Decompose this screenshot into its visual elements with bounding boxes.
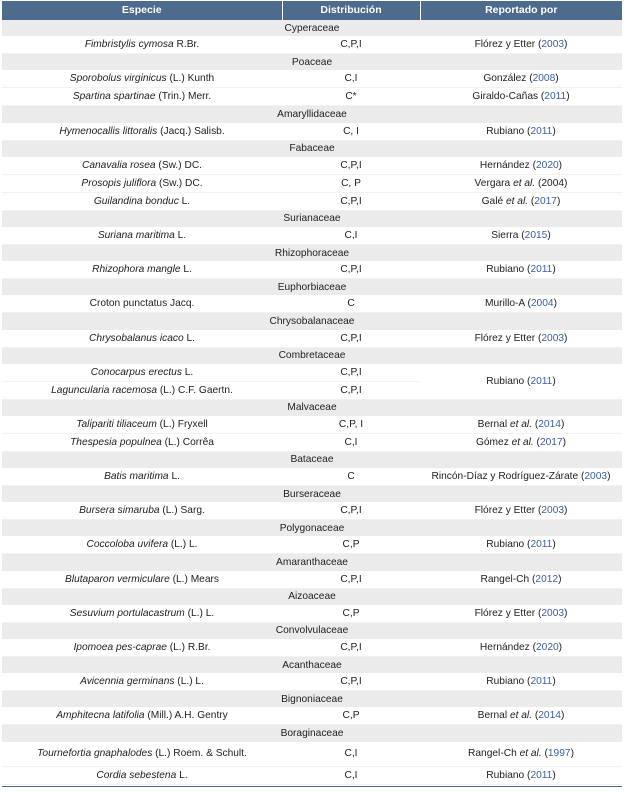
reference-year: 2004 xyxy=(530,298,554,310)
scientific-name: Bursera simaruba xyxy=(79,505,160,517)
species-authority: L. xyxy=(183,332,195,344)
species-row xyxy=(2,605,622,623)
family-row xyxy=(2,210,622,227)
distribution: C,P,I xyxy=(282,381,420,399)
scientific-name: Rhizophora mangle xyxy=(92,264,181,276)
header-distribucion: Distribución xyxy=(282,1,420,20)
distribution: C,P,I xyxy=(282,364,420,382)
species-row xyxy=(2,192,622,210)
distribution: C,P,I xyxy=(282,639,420,657)
species-authority: (Sw.) DC. xyxy=(155,159,203,171)
reported-by: Bernal et al. (2014) xyxy=(420,416,622,434)
scientific-name: Hymenocallis littoralis xyxy=(59,125,158,137)
species-authority: (L.) Kunth xyxy=(166,73,215,85)
species-authority: (L.) Sarg. xyxy=(159,505,205,517)
reported-by: Flórez y Etter (2003) xyxy=(420,502,622,520)
scientific-name: Guilandina bonduc xyxy=(93,195,179,207)
family-row xyxy=(2,347,622,364)
distribution: C,P,I xyxy=(282,261,420,279)
reference-year: 2003 xyxy=(584,471,608,483)
reference-year: 2008 xyxy=(532,73,556,85)
family-name: Convolvulaceae xyxy=(2,622,622,639)
distribution: C,P,I xyxy=(282,157,420,175)
scientific-name: Amphitecna latifolia xyxy=(56,710,145,722)
species-authority: L. xyxy=(180,264,192,276)
et-al: et al. xyxy=(511,436,534,448)
reference-year: 2011 xyxy=(544,91,567,103)
header-reportado-por: Reportado por xyxy=(420,1,622,20)
scientific-name: Laguncularia racemosa xyxy=(51,384,158,396)
family-row xyxy=(2,725,622,742)
distribution: C,P xyxy=(282,605,420,623)
reference-year: 2017 xyxy=(539,436,563,448)
family-name: Amaryllidaceae xyxy=(2,106,622,123)
reported-by: Vergara et al. (2004) xyxy=(420,174,622,192)
scientific-name: Coccoloba uvifera xyxy=(86,539,169,551)
reference-year: 2020 xyxy=(535,642,559,653)
species-row xyxy=(2,707,622,725)
species-authority: (L.) Mears xyxy=(169,573,219,585)
species-authority: (Trin.) Merr. xyxy=(155,91,212,103)
species-row xyxy=(2,88,622,106)
family-name: Surianaceae xyxy=(2,210,622,227)
species-name xyxy=(2,192,282,210)
species-row xyxy=(2,639,622,657)
species-authority: (Jacq.) Salisb. xyxy=(157,125,225,137)
species-table xyxy=(2,1,622,785)
distribution: C xyxy=(282,295,420,313)
family-row xyxy=(2,140,622,157)
species-name xyxy=(2,364,282,382)
reported-by: Murillo-A (2004) xyxy=(420,295,622,313)
species-row xyxy=(2,70,622,88)
reference-year: 2003 xyxy=(541,39,565,51)
scientific-name: Talipariti tiliaceum xyxy=(76,418,157,430)
distribution: C,P,I xyxy=(282,673,420,691)
reference-year: 2003 xyxy=(541,505,565,517)
distribution: C,P,I xyxy=(282,571,420,589)
species-name xyxy=(2,673,282,691)
family-row xyxy=(2,106,622,123)
reference-year: 2003 xyxy=(541,607,565,619)
scientific-name: Tournefortia gnaphalodes xyxy=(37,747,153,759)
species-name xyxy=(2,88,282,106)
family-name: Boraginaceae xyxy=(2,725,622,742)
species-row xyxy=(2,571,622,589)
species-authority: (L.) Fryxell xyxy=(156,418,208,430)
distribution: C,I xyxy=(282,70,420,88)
scientific-name: Conocarpus erectus xyxy=(90,366,182,378)
reported-by: Rubiano (2011) xyxy=(420,673,622,691)
species-name xyxy=(2,742,282,767)
reference-year: 2011 xyxy=(530,539,553,551)
species-row xyxy=(2,157,622,175)
species-name xyxy=(2,261,282,279)
species-authority: L. xyxy=(168,471,180,483)
scientific-name: Sesuvium portulacastrum xyxy=(69,607,185,619)
species-row xyxy=(2,502,622,520)
reference-year: 1997 xyxy=(547,747,571,759)
family-row xyxy=(2,244,622,261)
species-row xyxy=(2,227,622,245)
scientific-name: Chrysobalanus icaco xyxy=(89,332,184,344)
distribution: C,I xyxy=(282,227,420,245)
species-authority: (L.) C.F. Gaertn. xyxy=(157,384,233,396)
scientific-name: Avicennia germinans xyxy=(80,676,175,688)
header-row xyxy=(2,1,622,20)
species-authority: (Sw.) DC. xyxy=(156,177,203,189)
distribution: C,I xyxy=(282,742,420,767)
reference-year: 2014 xyxy=(538,418,561,430)
distribution: C xyxy=(282,468,420,486)
family-name: Malvaceae xyxy=(2,399,622,416)
distribution: C,P xyxy=(282,536,420,554)
species-row xyxy=(2,123,622,141)
scientific-name: Thespesia populnea xyxy=(70,436,162,448)
family-name: Fabaceae xyxy=(2,140,622,157)
species-authority: L. xyxy=(181,366,194,378)
species-name xyxy=(2,605,282,623)
family-row xyxy=(2,554,622,571)
species-name xyxy=(2,157,282,175)
scientific-name: Cordia sebestena xyxy=(96,769,177,781)
species-authority: Croton punctatus Jacq. xyxy=(89,298,195,310)
reported-by: Flórez y Etter (2003) xyxy=(420,36,622,54)
family-name: Cyperaceae xyxy=(2,20,622,36)
species-authority: R.Br. xyxy=(173,39,200,51)
family-name: Euphorbiaceae xyxy=(2,279,622,296)
species-name xyxy=(2,123,282,141)
species-name xyxy=(2,502,282,520)
family-row xyxy=(2,622,622,639)
species-name xyxy=(2,707,282,725)
scientific-name: Spartina spartinae xyxy=(72,91,156,103)
family-name: Combretaceae xyxy=(2,347,622,364)
species-row xyxy=(2,364,622,382)
scientific-name: Sporobolus virginicus xyxy=(69,73,167,85)
reported-by: Gómez et al. (2017) xyxy=(420,433,622,451)
reported-by: Sierra (2015) xyxy=(420,227,622,245)
scientific-name: Ipomoea pes-caprae xyxy=(73,642,167,653)
family-row xyxy=(2,451,622,468)
reported-by: Rubiano (2011) xyxy=(420,766,622,784)
species-authority: L. xyxy=(174,229,187,241)
reference-year: 2011 xyxy=(530,264,553,276)
table-body xyxy=(2,20,622,784)
family-row xyxy=(2,520,622,537)
reported-by: Rincón-Díaz y Rodríguez-Zárate (2003) xyxy=(420,468,622,486)
species-authority: (Mill.) A.H. Gentry xyxy=(144,710,228,722)
reported-by: Flórez y Etter (2003) xyxy=(420,605,622,623)
family-name: Polygonaceae xyxy=(2,520,622,537)
species-name xyxy=(2,766,282,784)
species-name xyxy=(2,639,282,657)
et-al: et al. xyxy=(505,195,529,207)
scientific-name: Fimbristylis cymosa xyxy=(84,39,174,51)
species-row xyxy=(2,468,622,486)
distribution: C,P xyxy=(282,707,420,725)
reported-by: Hernández (2020) xyxy=(420,157,622,175)
species-table-container xyxy=(2,1,622,785)
distribution: C,I xyxy=(282,433,420,451)
family-name: Acanthaceae xyxy=(2,657,622,674)
family-name: Poaceae xyxy=(2,54,622,71)
species-name xyxy=(2,227,282,245)
species-name xyxy=(2,571,282,589)
distribution: C* xyxy=(282,88,420,106)
family-row xyxy=(2,486,622,503)
reference-year: 2011 xyxy=(530,769,553,781)
species-authority: (L.) L. xyxy=(184,607,215,619)
et-al: et al. xyxy=(509,418,533,430)
reference-year: 2003 xyxy=(541,332,565,344)
reported-by: Rubiano (2011) xyxy=(420,536,622,554)
species-name xyxy=(2,381,282,399)
reference-year: 2011 xyxy=(530,676,553,688)
species-row xyxy=(2,673,622,691)
family-row xyxy=(2,399,622,416)
reported-by: Rubiano (2011) xyxy=(420,261,622,279)
reference-year: 2017 xyxy=(534,195,557,207)
species-authority: (L.) L. xyxy=(168,539,198,551)
species-name xyxy=(2,536,282,554)
reference-year: 2012 xyxy=(535,573,559,585)
distribution: C,P,I xyxy=(282,502,420,520)
species-row xyxy=(2,36,622,54)
family-row xyxy=(2,657,622,674)
species-authority: (L.) Corrêa xyxy=(161,436,214,448)
species-authority: L. xyxy=(176,769,188,781)
reported-by: Hernández (2020) xyxy=(420,639,622,657)
family-name: Chrysobalanaceae xyxy=(2,313,622,330)
family-row xyxy=(2,313,622,330)
distribution: C,P, I xyxy=(282,416,420,434)
scientific-name: Canavalia rosea xyxy=(81,159,156,171)
species-name xyxy=(2,174,282,192)
species-row xyxy=(2,433,622,451)
species-row xyxy=(2,295,622,313)
family-row xyxy=(2,54,622,71)
species-name xyxy=(2,295,282,313)
species-authority: (L.) R.Br. xyxy=(166,642,211,653)
table-header xyxy=(2,1,622,20)
reported-by: Bernal et al. (2014) xyxy=(420,707,622,725)
family-name: Bignoniaceae xyxy=(2,691,622,708)
family-name: Burseraceae xyxy=(2,486,622,503)
reference-year: 2020 xyxy=(535,159,559,171)
distribution: C,P,I xyxy=(282,192,420,210)
species-authority: L. xyxy=(178,195,191,207)
distribution: C, I xyxy=(282,123,420,141)
species-name xyxy=(2,433,282,451)
reported-by: Flórez y Etter (2003) xyxy=(420,330,622,348)
reference-year: 2015 xyxy=(524,229,548,241)
et-al: et al. xyxy=(513,177,536,189)
species-row xyxy=(2,536,622,554)
et-al: et al. xyxy=(509,710,533,722)
distribution: C, P xyxy=(282,174,420,192)
distribution: C,P,I xyxy=(282,330,420,348)
family-name: Bataceae xyxy=(2,451,622,468)
distribution: C,P,I xyxy=(282,36,420,54)
species-row xyxy=(2,330,622,348)
species-name xyxy=(2,70,282,88)
reported-by: Giraldo-Cañas (2011) xyxy=(420,88,622,106)
species-name xyxy=(2,416,282,434)
reference-year: 2011 xyxy=(530,375,553,387)
reported-by: Galé et al. (2017) xyxy=(420,192,622,210)
species-row xyxy=(2,416,622,434)
reference-year: 2014 xyxy=(538,710,561,722)
reported-by: Rubiano (2011) xyxy=(420,123,622,141)
et-al: et al. xyxy=(519,747,542,759)
species-authority: (L.) L. xyxy=(174,676,204,688)
species-name xyxy=(2,36,282,54)
family-row xyxy=(2,691,622,708)
reported-by: Rubiano (2011) xyxy=(420,364,622,400)
species-row xyxy=(2,766,622,784)
family-row xyxy=(2,20,622,36)
reported-by: González (2008) xyxy=(420,70,622,88)
family-name: Amaranthaceae xyxy=(2,554,622,571)
species-row xyxy=(2,174,622,192)
reference-year: 2011 xyxy=(530,125,553,137)
family-name: Rhizophoraceae xyxy=(2,244,622,261)
scientific-name: Suriana maritima xyxy=(97,229,175,241)
species-authority: (L.) Roem. & Schult. xyxy=(152,747,247,759)
family-name: Aizoaceae xyxy=(2,588,622,605)
species-name xyxy=(2,468,282,486)
species-row xyxy=(2,742,622,767)
scientific-name: Batis maritima xyxy=(104,471,169,483)
scientific-name: Blutaparon vermiculare xyxy=(64,573,170,585)
species-row xyxy=(2,261,622,279)
scientific-name: Prosopis juliflora xyxy=(81,177,157,189)
bottom-rule xyxy=(2,786,622,787)
species-name xyxy=(2,330,282,348)
reported-by: Rangel-Ch et al. (1997) xyxy=(420,742,622,767)
header-especie: Especie xyxy=(2,1,282,20)
family-row xyxy=(2,588,622,605)
distribution: C,I xyxy=(282,766,420,784)
reported-by: Rangel-Ch (2012) xyxy=(420,571,622,589)
family-row xyxy=(2,279,622,296)
